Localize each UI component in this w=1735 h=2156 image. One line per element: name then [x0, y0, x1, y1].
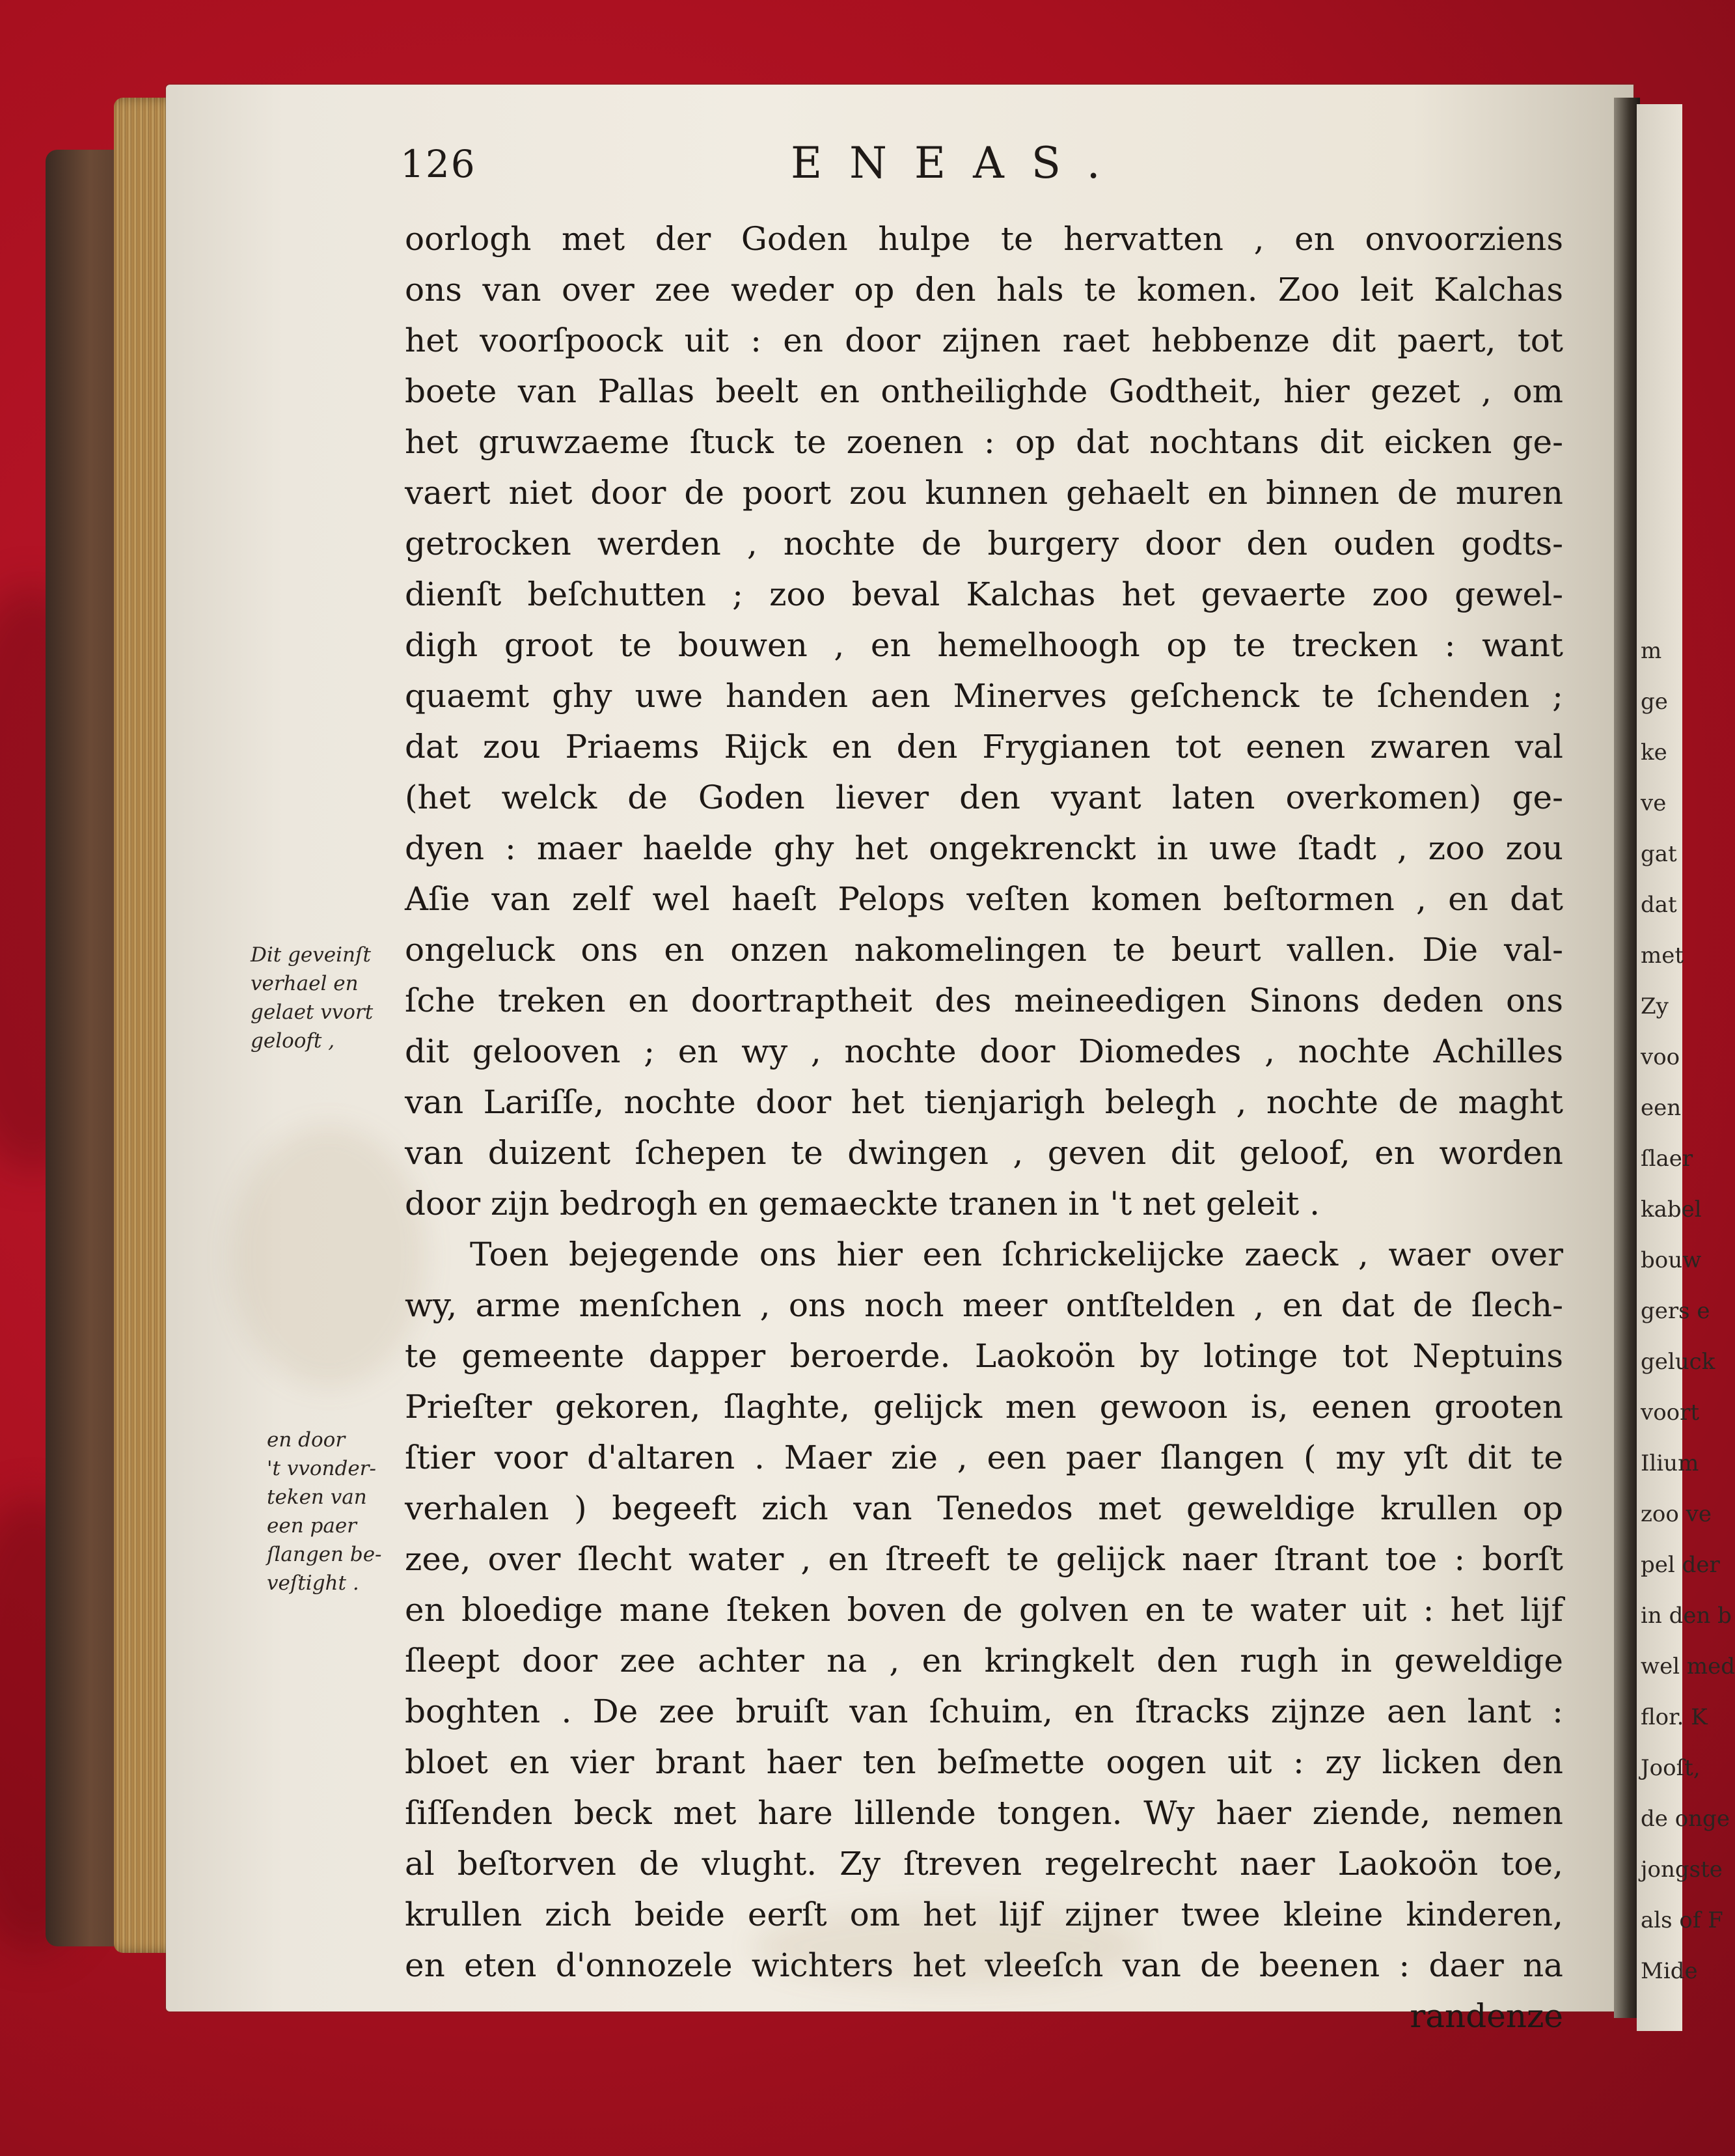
facing-page-fragment: Mide	[1641, 1958, 1698, 1984]
body-lines	[405, 214, 1563, 1991]
body-line: boghten . De zee bruiſt van ſchuim, en ſtracks zijnze aen lant :	[405, 1693, 1563, 1730]
body-line: verhalen ) begeeft zich van Tenedos met geweldige krullen op	[405, 1489, 1563, 1527]
note-line: Dit geveinſt	[251, 943, 371, 967]
body-text	[405, 214, 1563, 2041]
facing-page-fragment: geluck	[1641, 1349, 1715, 1375]
facing-page-fragment: flor. K	[1641, 1704, 1708, 1730]
book-gutter	[1614, 98, 1640, 2018]
facing-page-fragment: voort	[1641, 1400, 1700, 1426]
note-line: gelooft ,	[251, 1029, 335, 1053]
facing-page-fragment: ſlaer	[1641, 1146, 1693, 1172]
facing-page-fragment: gat	[1641, 841, 1677, 867]
note-line: teken van	[267, 1486, 367, 1509]
note-line: verhael en	[251, 972, 359, 995]
body-line: ſtier voor d'altaren . Maer zie , een paer ſlangen ( my yſt dit te	[405, 1439, 1563, 1476]
body-line: Prieſter gekoren, ſlaghte, gelijck men gewoon is, eenen grooten	[405, 1388, 1563, 1426]
facing-page-fragment: Ilium	[1641, 1450, 1699, 1476]
body-line: ons van over zee weder op den hals te komen. Zoo leit Kalchas	[405, 271, 1563, 309]
facing-page-fragment: kabel	[1641, 1196, 1702, 1223]
body-line: krullen zich beide eerſt om het lijf zijner twee kleine kinderen,	[405, 1896, 1563, 1933]
page-number: 126	[400, 142, 476, 186]
body-line: zee, over ſlecht water , en ſtreeft te gelijck naer ſtrant toe : borſt	[405, 1540, 1563, 1578]
body-line: getrocken werden , nochte de burgery door den ouden godts-	[405, 525, 1563, 562]
running-head	[400, 138, 1637, 194]
facing-page-fragment: in den b	[1641, 1603, 1732, 1629]
body-line: te gemeente dapper beroerde. Laokoön by lotinge tot Neptuins	[405, 1337, 1563, 1375]
body-line: quaemt ghy uwe handen aen Minerves geſchenck te ſchenden ;	[405, 677, 1563, 715]
facing-page-fragment: pel der	[1641, 1552, 1720, 1578]
body-line: vaert niet door de poort zou kunnen gehaelt en binnen de muren	[405, 474, 1563, 512]
facing-page-fragment: gers e	[1641, 1298, 1710, 1324]
facing-page-fragment: ge	[1641, 689, 1668, 715]
facing-page-fragment: met	[1641, 943, 1684, 969]
body-line: door zijn bedrogh en gemaeckte tranen in 't net geleit .	[405, 1185, 1320, 1223]
note-line: veſtight .	[267, 1571, 359, 1595]
marginal-note-1	[251, 941, 407, 1055]
paper-stain	[231, 1126, 426, 1387]
facing-page-fragment: ke	[1641, 739, 1667, 766]
body-line: Toen bejegende ons hier een ſchrickelijcke zaeck , waer over	[470, 1236, 1563, 1273]
body-line: boete van Pallas beelt en ontheilighde Godtheit, hier gezet , om	[405, 372, 1563, 410]
page-title: ENEAS.	[791, 138, 1128, 188]
body-line: en bloedige mane ſteken boven de golven en te water uit : het lijf	[405, 1591, 1563, 1629]
body-line: ſche treken en doortraptheit des meineedigen Sinons deden ons	[405, 982, 1563, 1019]
facing-page-fragment: wel med	[1641, 1653, 1735, 1679]
facing-page-fragment: de onge	[1641, 1806, 1730, 1832]
facing-page-fragment: Jooſt,	[1641, 1755, 1701, 1781]
facing-page	[1637, 104, 1735, 2031]
catchword: randenze	[1410, 1997, 1563, 2035]
body-line: dienſt beſchutten ; zoo beval Kalchas het gevaerte zoo gewel-	[405, 575, 1563, 613]
body-line: wy, arme menſchen , ons noch meer ontſtelden , en dat de ſlech-	[405, 1286, 1563, 1324]
facing-page-fragment: m	[1641, 638, 1662, 664]
body-line: van duizent ſchepen te dwingen , geven dit geloof, en worden	[405, 1134, 1563, 1172]
body-line: (het welck de Goden liever den vyant laten overkomen) ge-	[405, 779, 1563, 816]
facing-page-fragment: zoo ve	[1641, 1501, 1712, 1527]
facing-page-fragment: dat	[1641, 892, 1677, 918]
body-line: dit gelooven ; en wy , nochte door Diomedes , nochte Achilles	[405, 1032, 1563, 1070]
note-line: gelaet vvort	[251, 1001, 374, 1024]
body-line: Aſie van zelf wel haeſt Pelops veſten komen beſtormen , en dat	[405, 880, 1563, 918]
body-line: digh groot te bouwen , en hemelhoogh op te trecken : want	[405, 626, 1563, 664]
facing-page-fragment: ve	[1641, 790, 1667, 816]
body-line: dat zou Priaems Rijck en den Frygianen tot eenen zwaren val	[405, 728, 1563, 766]
body-line: van Lariſſe, nochte door het tienjarigh belegh , nochte de maght	[405, 1083, 1563, 1121]
note-line: en door	[267, 1428, 346, 1452]
facing-page-fragment: als of F	[1641, 1907, 1723, 1933]
facing-page-fragment: jongste	[1641, 1857, 1723, 1883]
body-line: al beſtorven de vlught. Zy ſtreven regelrecht naer Laokoön toe,	[405, 1845, 1563, 1883]
body-line: en eten d'onnozele wichters het vleeſch van de beenen : daer na	[405, 1946, 1563, 1984]
note-line: een paer	[267, 1514, 357, 1538]
facing-page-fragment: een	[1641, 1095, 1682, 1121]
note-line: ſlangen be-	[267, 1543, 382, 1566]
body-line: ſleept door zee achter na , en kringkelt den rugh in geweldige	[405, 1642, 1563, 1679]
body-line: dyen : maer haelde ghy het ongekrenckt in uwe ſtadt , zoo zou	[405, 829, 1563, 867]
body-line: ſiſſenden beck met hare lillende tongen. Wy haer ziende, nemen	[405, 1794, 1563, 1832]
body-line: oorlogh met der Goden hulpe te hervatten , en onvoorziens	[405, 220, 1563, 258]
facing-page-fragment: bouw	[1641, 1247, 1702, 1273]
facing-page-fragment: Zy	[1641, 993, 1669, 1019]
body-line: het voorſpoock uit : en door zijnen raet hebbenze dit paert, tot	[405, 322, 1563, 359]
marginal-note-2	[267, 1426, 423, 1597]
body-line: ongeluck ons en onzen nakomelingen te beurt vallen. Die val-	[405, 931, 1563, 969]
body-line: het gruwzaeme ſtuck te zoenen : op dat nochtans dit eicken ge-	[405, 423, 1563, 461]
body-line: bloet en vier brant haer ten beſmette oogen uit : zy licken den	[405, 1743, 1563, 1781]
note-line: 't vvonder-	[267, 1457, 376, 1480]
facing-page-fragment: voo	[1641, 1044, 1680, 1070]
